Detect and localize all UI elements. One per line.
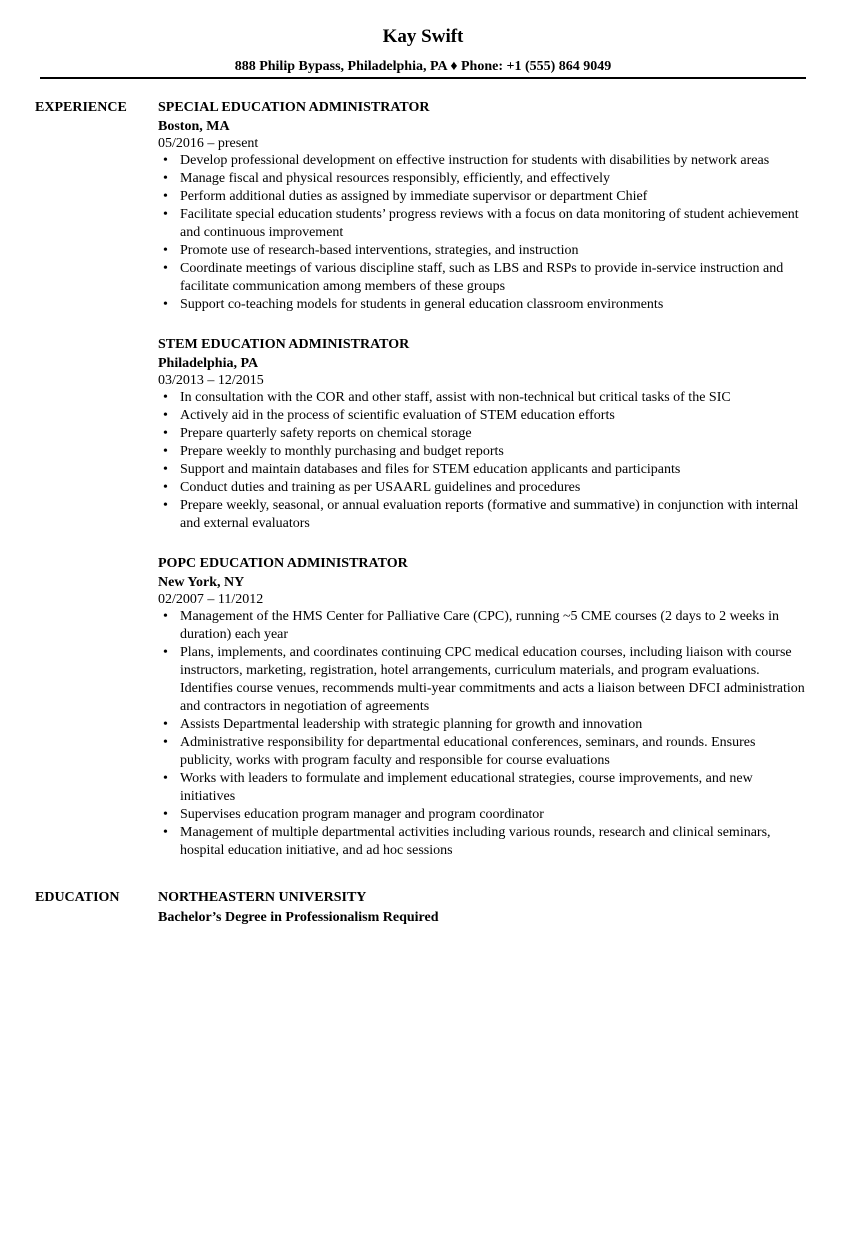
bullet-item: • Plans, implements, and coordinates continuing CPC medical education courses, including liaison with course instructors, marketing, registration, hotel arrangements, curriculum materials, and program evaluations. Identifies course venues, recommends multi-year commitments and acts a liaison between DFCI administration and contractors in negotiation of agreements: [158, 644, 810, 716]
bullet-item: • Prepare weekly, seasonal, or annual evaluation reports (formative and summative) in conjunction with internal and external evaluators: [158, 497, 810, 533]
job-entry: [158, 555, 810, 860]
bullet-item: • Actively aid in the process of scientific evaluation of STEM education efforts: [158, 407, 810, 425]
job-dates: 02/2007 – 11/2012: [158, 592, 264, 607]
job-title: STEM EDUCATION ADMINISTRATOR: [158, 337, 410, 352]
bullet-item: • In consultation with the COR and other staff, assist with non-technical but critical tasks of the SIC: [158, 389, 810, 407]
bullet-item: • Perform additional duties as assigned by immediate supervisor or department Chief: [158, 188, 810, 206]
bullet-item: • Conduct duties and training as per USAARL guidelines and procedures: [158, 479, 810, 497]
bullet-item: • Supervises education program manager and program coordinator: [158, 806, 810, 824]
job-title: SPECIAL EDUCATION ADMINISTRATOR: [158, 100, 430, 115]
job-location: New York, NY: [158, 575, 245, 590]
job-entry: [158, 99, 810, 314]
job-dates: 05/2016 – present: [158, 136, 259, 151]
bullet-item: • Prepare quarterly safety reports on chemical storage: [158, 425, 810, 443]
experience-list: [158, 99, 810, 882]
job-location: Philadelphia, PA: [158, 356, 259, 371]
bullet-item: • Management of the HMS Center for Palliative Care (CPC), running ~5 CME courses (2 days to 2 weeks in duration) each year: [158, 608, 810, 644]
job-location: Boston, MA: [158, 119, 230, 134]
bullet-item: • Manage fiscal and physical resources responsibly, efficiently, and effectively: [158, 170, 810, 188]
job-bullets: [158, 152, 810, 314]
education-entry: [158, 889, 810, 927]
job-entry: [158, 336, 810, 533]
job-title: POPC EDUCATION ADMINISTRATOR: [158, 556, 408, 571]
bullet-item: • Facilitate special education students’ progress reviews with a focus on data monitoring of student achievement and continuous improvement: [158, 206, 810, 242]
bullet-item: • Promote use of research-based interventions, strategies, and instruction: [158, 242, 810, 260]
section-label-experience: EXPERIENCE: [35, 100, 127, 115]
degree-name: Bachelor’s Degree in Professionalism Required: [158, 910, 439, 925]
bullet-item: • Coordinate meetings of various discipline staff, such as LBS and RSPs to provide in-service instruction and facilitate communication among members of these groups: [158, 260, 810, 296]
job-dates: 03/2013 – 12/2015: [158, 373, 264, 388]
job-bullets: [158, 608, 810, 860]
section-label-education: EDUCATION: [35, 890, 120, 905]
bullet-item: • Prepare weekly to monthly purchasing and budget reports: [158, 443, 810, 461]
contact-line: 888 Philip Bypass, Philadelphia, PA ♦ Phone: +1 (555) 864 9049: [234, 59, 612, 74]
bullet-item: • Support and maintain databases and files for STEM education applicants and participants: [158, 461, 810, 479]
job-bullets: [158, 389, 810, 533]
school-name: NORTHEASTERN UNIVERSITY: [158, 890, 367, 905]
header-divider: [40, 77, 806, 79]
bullet-item: • Assists Departmental leadership with strategic planning for growth and innovation: [158, 716, 810, 734]
bullet-item: • Management of multiple departmental activities including various rounds, research and clinical seminars, hospital education initiative, and ad hoc sessions: [158, 824, 810, 860]
bullet-item: • Support co-teaching models for students in general education classroom environments: [158, 296, 810, 314]
bullet-item: • Administrative responsibility for departmental educational conferences, seminars, and rounds. Ensures publicity, works with program faculty and responsible for course evaluations: [158, 734, 810, 770]
bullet-item: • Develop professional development on effective instruction for students with disabilities by network areas: [158, 152, 810, 170]
resume-name: Kay Swift: [382, 26, 464, 47]
bullet-item: • Works with leaders to formulate and implement educational strategies, course improvements, and new initiatives: [158, 770, 810, 806]
